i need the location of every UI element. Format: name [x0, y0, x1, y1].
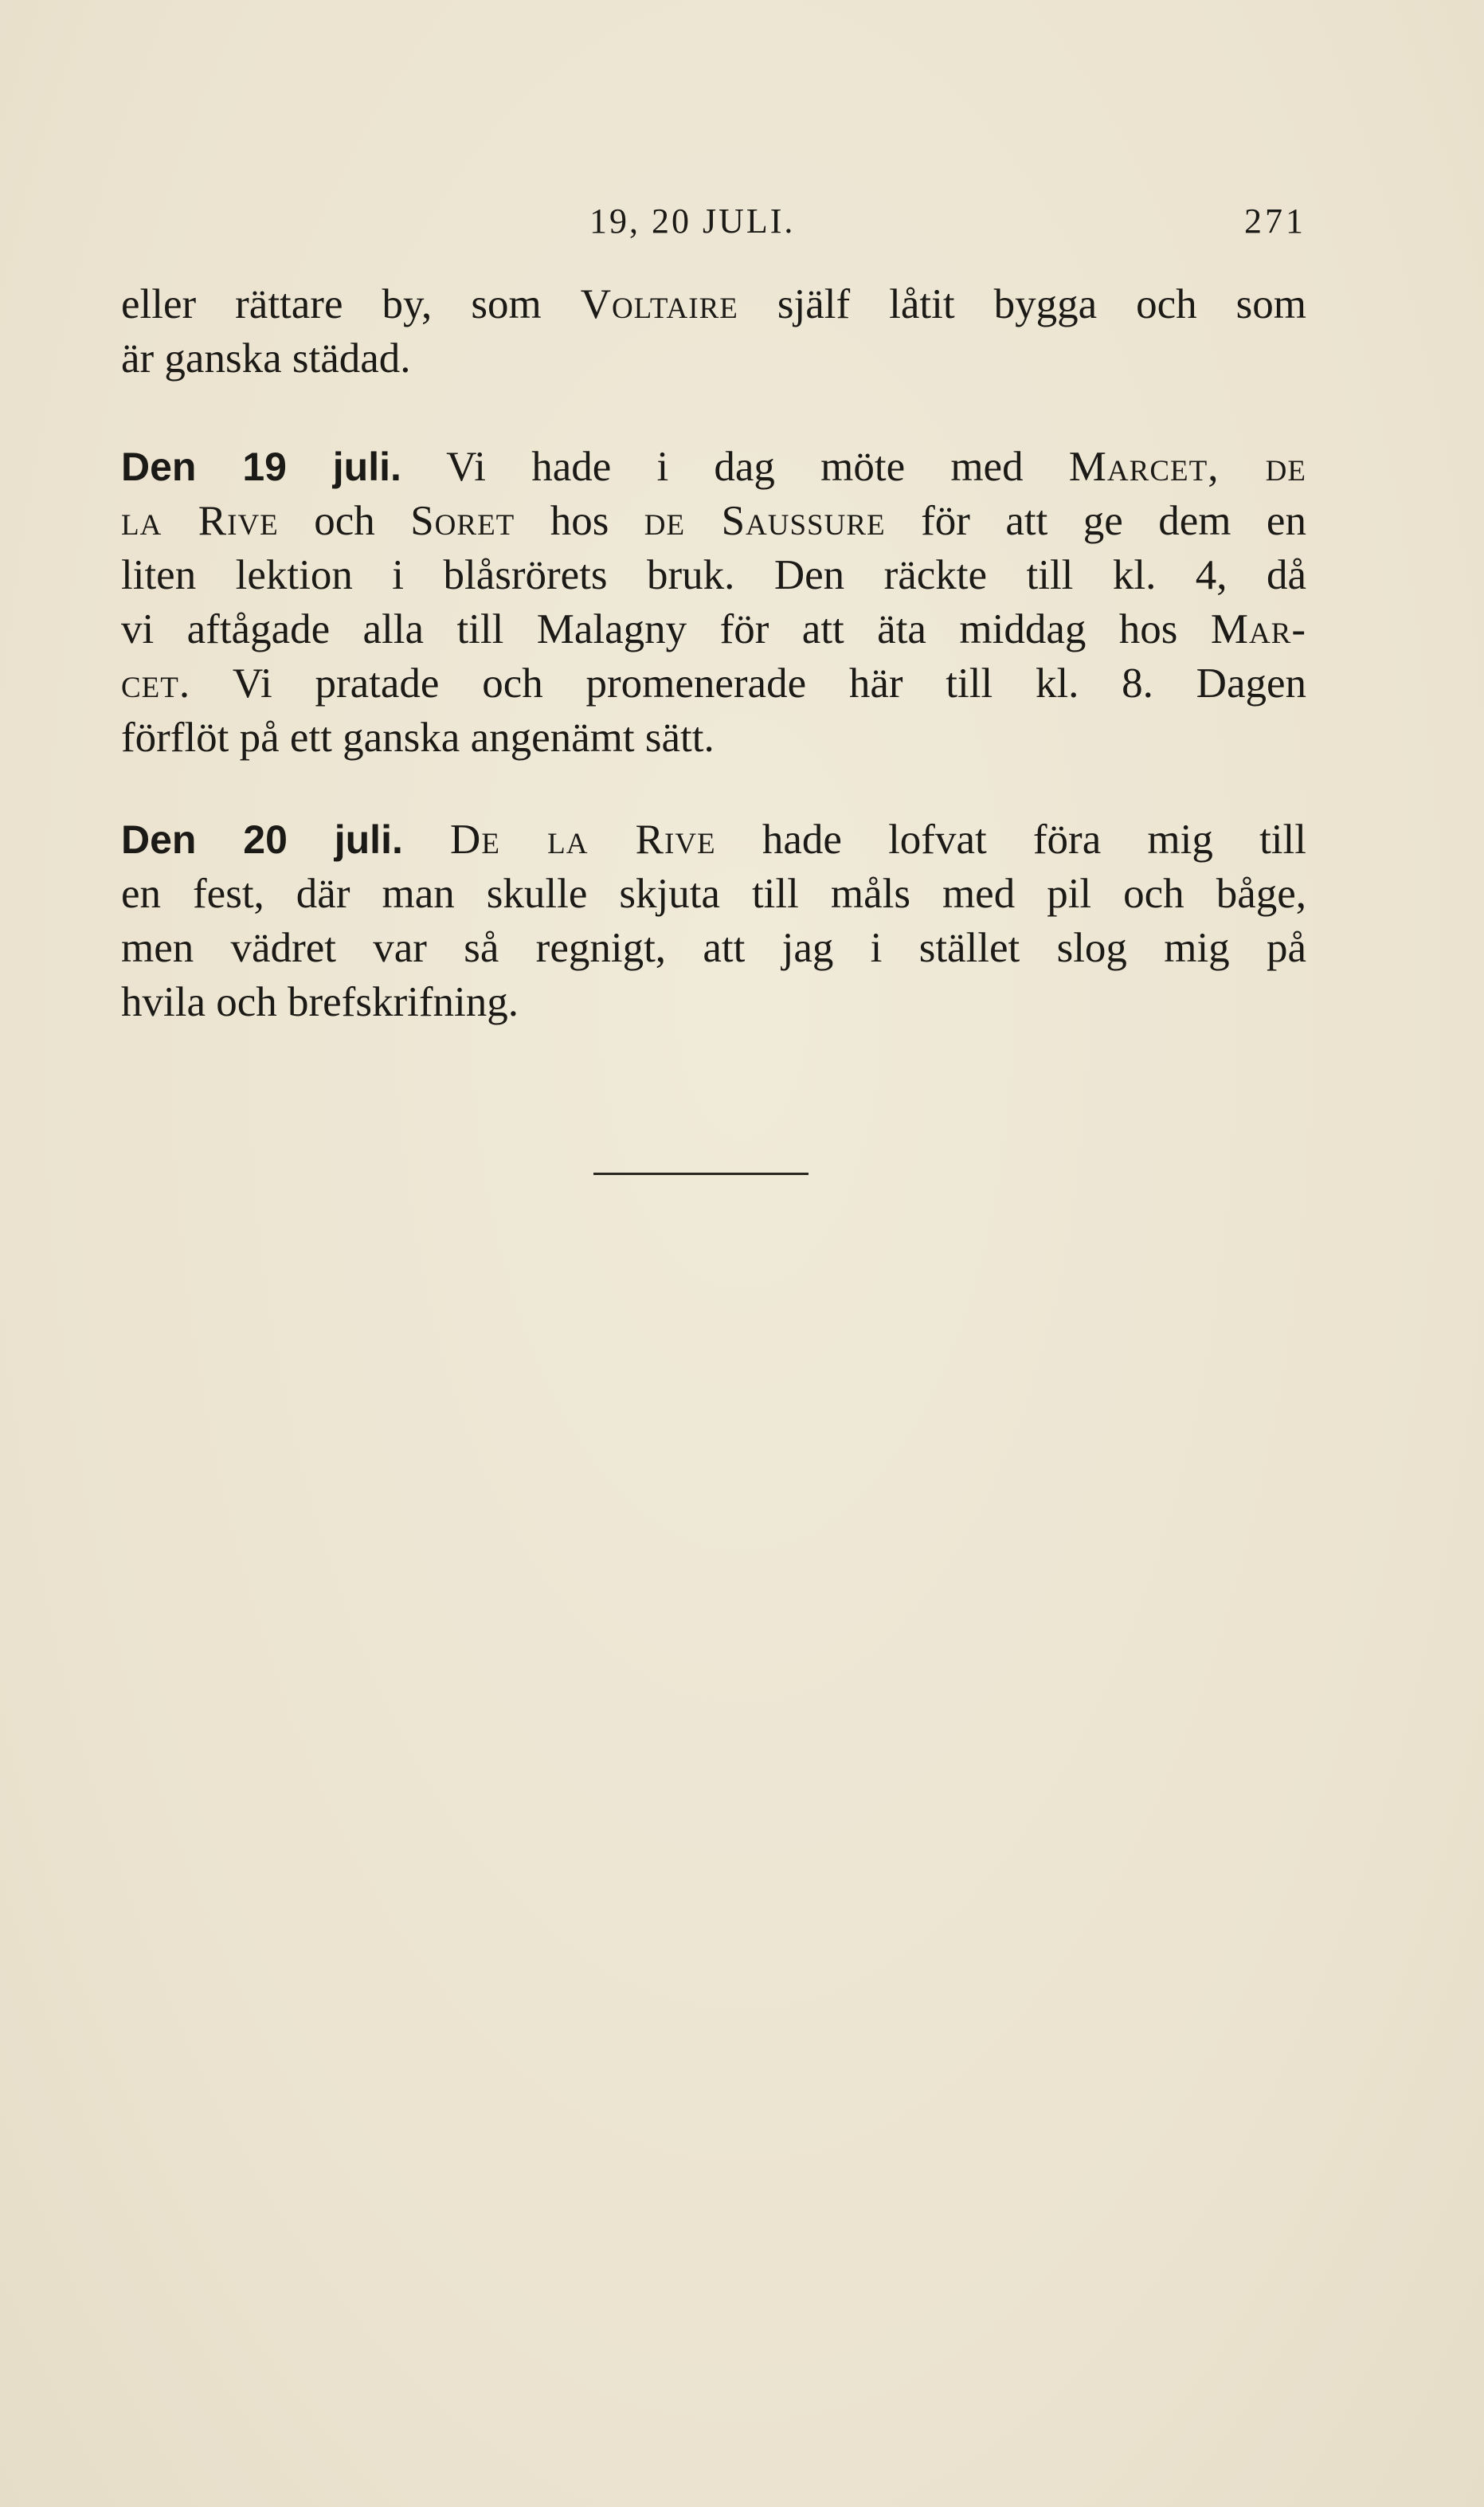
paragraph-3-line-1: Den 20 juli. De la Rive hade lofvat föra mig till: [121, 817, 1306, 863]
paragraph-1: [121, 277, 1306, 386]
paragraph-3-line-3: men vädret var så regnigt, att jag i stället slog mig på: [121, 925, 1306, 971]
person-name-voltaire: Voltaire: [580, 281, 738, 327]
running-title: 19, 20 JULI.: [589, 202, 796, 241]
page-number: 271: [1244, 202, 1306, 241]
date-heading-20-juli: Den 20 juli.: [121, 817, 403, 862]
paragraph-3: [121, 813, 1306, 1029]
paragraph-2-line-3: liten lektion i blåsrörets bruk. Den räckte till kl. 4, då: [121, 552, 1306, 598]
paragraph-2: [121, 440, 1306, 765]
paragraph-3-line-4: hvila och brefskrifning.: [121, 979, 519, 1025]
paragraph-1-line-1: eller rättare by, som Voltaire själf låtit bygga och som: [121, 281, 1306, 327]
date-heading-19-juli: Den 19 juli.: [121, 445, 401, 489]
paragraph-2-line-2: la Rive och Soret hos de Saussure för att ge dem en: [121, 498, 1306, 544]
paragraph-3-line-2: en fest, där man skulle skjuta till måls med pil och båge,: [121, 871, 1306, 917]
running-head: [121, 201, 1306, 249]
section-end-rule: [593, 1173, 809, 1175]
paragraph-2-line-4: vi aftågade alla till Malagny för att äta middag hos Mar-: [121, 606, 1306, 652]
paragraph-1-line-2: är ganska städad.: [121, 335, 411, 382]
paragraph-2-line-1: Den 19 juli. Vi hade i dag möte med Marcet, de: [121, 444, 1306, 490]
paragraph-2-line-6: förflöt på ett ganska angenämt sätt.: [121, 715, 715, 761]
paragraph-2-line-5: cet. Vi pratade och promenerade här till kl. 8. Dagen: [121, 660, 1306, 707]
